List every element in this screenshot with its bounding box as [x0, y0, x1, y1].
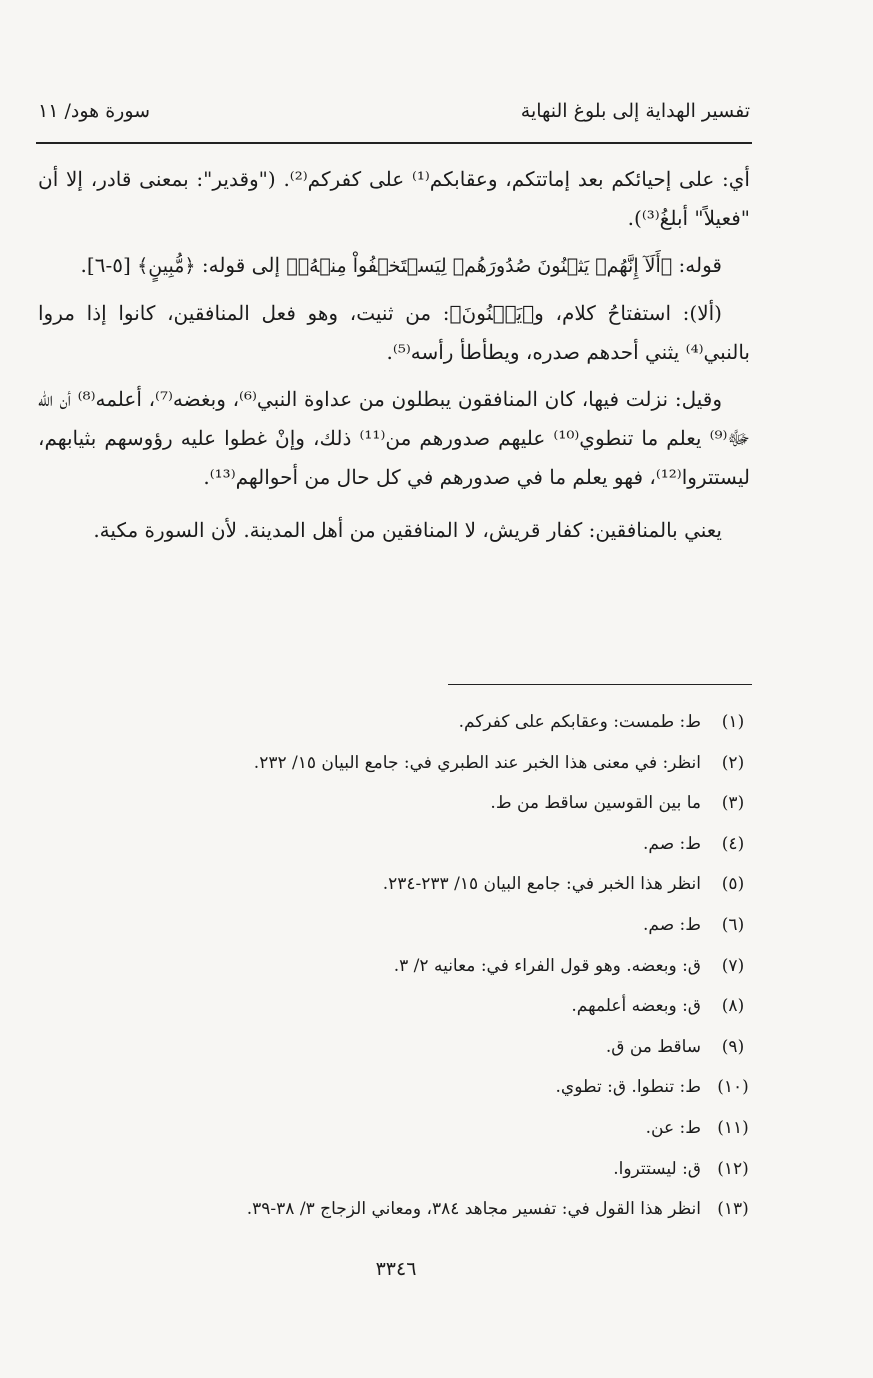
header-rule — [36, 142, 752, 144]
running-header — [38, 100, 750, 132]
footnote-number: (١) — [721, 712, 745, 732]
footnote-number: (١٢) — [717, 1158, 749, 1179]
verse-range: [٥-٦]. — [80, 253, 138, 277]
footnote-number: (٧) — [721, 955, 745, 976]
quran-verse: ﴿أَلَآ إِنَّهُمۡ يَثۡنُونَ صُدُورَهُمۡ لِيَسۡتَخۡفُواْ مِنۡهُۚ﴾ — [286, 255, 673, 277]
footnote-text: ط: تنطوا. ق: تطوي. — [555, 1077, 701, 1098]
paragraph-5: يعني بالمنافقين: كفار قريش، لا المنافقين من أهل المدينة. لأن السورة مكية. — [93, 518, 722, 542]
footnote-item — [151, 986, 751, 1027]
footnote-item — [151, 1108, 751, 1149]
footnote-item — [151, 824, 751, 865]
paragraph-verse — [38, 246, 750, 286]
verse-mid: إلى قوله: — [195, 253, 287, 277]
footnote-text: ساقط من ق. — [605, 1036, 701, 1057]
footnote-item — [151, 864, 751, 905]
footnote-text: ط: طمست: وعقابكم على كفركم. — [458, 712, 701, 732]
footnote-text: انظر هذا القول في: تفسير مجاهد ٣٨٤، ومعاني الزجاج ٣/ ٣٨-٣٩. — [246, 1199, 701, 1220]
footnote-text: انظر هذا الخبر في: جامع البيان ١٥/ ٢٣٣-٢٣٤. — [382, 874, 701, 895]
footnote-number: (٢) — [721, 752, 745, 773]
footnote-number: (٨) — [721, 996, 745, 1017]
footnote-text: ط: صم. — [642, 833, 701, 854]
main-text — [38, 160, 750, 558]
footnote-number: (٥) — [721, 874, 745, 895]
footnote-number: (١١) — [717, 1117, 749, 1138]
footnote-number: (١٣) — [717, 1199, 749, 1220]
footnote-text: ط: عن. — [645, 1117, 701, 1138]
footnotes-list — [151, 702, 751, 1230]
book-title: تفسير الهداية إلى بلوغ النهاية — [520, 100, 750, 122]
footnote-item — [151, 905, 751, 946]
quran-verse-end: ﴿مُّبِينٍ﴾ — [137, 255, 196, 277]
paragraph-3: (ألا): استفتاحُ كلام، و﴿يَثۡنُونَ﴾: من ثنيت، وهو فعل المنافقين، كانوا إذا مروا بالنبي⁽⁴⁾ يثني أحدهم صدره، ويطأطأ رأسه⁽⁵⁾. — [38, 301, 750, 364]
page-number: ٣٣٤٦ — [375, 1258, 417, 1280]
footnote-text: ق: ليستتروا. — [613, 1158, 701, 1179]
surah-reference: سورة هود/ ١١ — [38, 100, 151, 122]
footnote-item — [151, 743, 751, 784]
footnote-item — [151, 1067, 751, 1108]
footnote-item — [151, 1027, 751, 1068]
footnote-item — [151, 946, 751, 987]
footnote-number: (١٠) — [717, 1077, 749, 1098]
paragraph-1: أي: على إحيائكم بعد إماتتكم، وعقابكم⁽¹⁾ على كفركم⁽²⁾. ("وقدير": بمعنى قادر، إلا أن "فعيلاً" أبلغُ⁽³⁾). — [38, 167, 750, 230]
footnote-item — [151, 1149, 751, 1190]
footnote-item — [151, 1189, 751, 1230]
footnote-text: ط: صم. — [642, 914, 701, 935]
footnote-text: انظر: في معنى هذا الخبر عند الطبري في: جامع البيان ١٥/ ٢٣٢. — [253, 752, 701, 773]
footnote-number: (٩) — [721, 1036, 745, 1057]
footnote-number: (٣) — [721, 793, 745, 814]
footnote-text: ق: وبعضه. وهو قول الفراء في: معانيه ٢/ ٣. — [393, 955, 701, 976]
footnote-text: ق: وبعضه أعلمهم. — [571, 996, 701, 1017]
footnote-item — [151, 783, 751, 824]
footnote-number: (٦) — [721, 914, 745, 935]
footnote-item — [151, 702, 751, 743]
footnote-text: ما بين القوسين ساقط من ط. — [490, 793, 701, 814]
paragraph-4: وقيل: نزلت فيها، كان المنافقون يبطلون من عداوة النبي⁽⁶⁾، وبغضه⁽⁷⁾، أعلمه⁽⁸⁾ أن الله ﷻ⁽⁹⁾ يعلم ما تنطوي⁽¹⁰⁾ عليهم صدورهم من⁽¹¹⁾ ذلك، وإنْ غطوا عليه رؤوسهم بثيابهم، ليستتروا⁽¹²⁾، فهو يعلم ما في صدورهم في كل حال من أحوالهم⁽¹³⁾. — [38, 387, 751, 489]
verse-intro: قوله: — [672, 253, 722, 277]
footnote-rule — [448, 684, 752, 685]
footnote-number: (٤) — [721, 833, 745, 854]
